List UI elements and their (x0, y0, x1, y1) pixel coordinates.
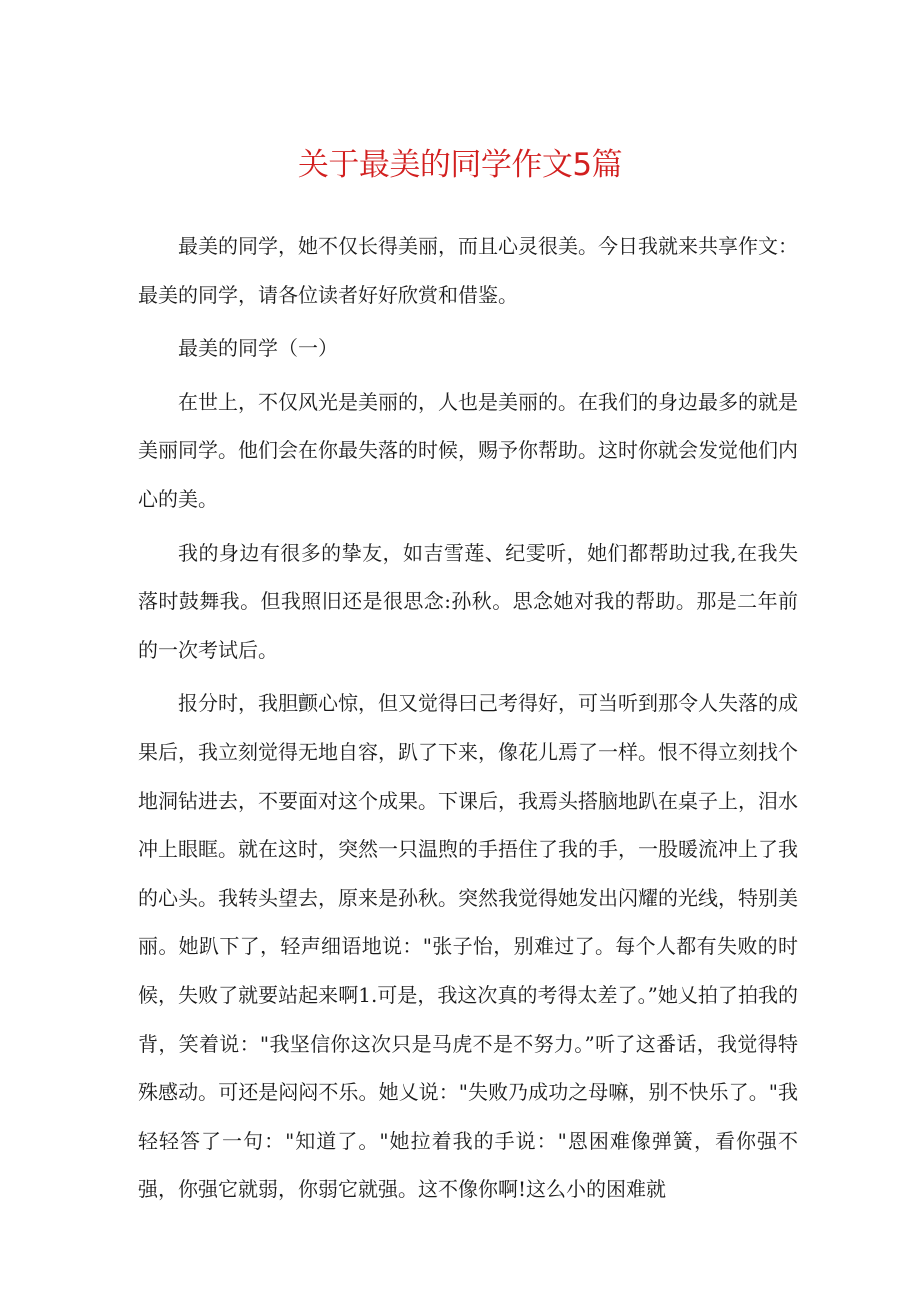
intro-paragraph: 最美的同学，她不仅长得美丽，而且心灵很美。今日我就来共享作文：最美的同学，请各位读者好好欣赏和借鉴。 (138, 234, 798, 307)
body-paragraph: 我的身边有很多的挚友，如吉雪莲、纪雯听，她们都帮助过我,在我失落时鼓舞我。但我照旧还是很思念:孙秋。思念她对我的帮助。那是二年前的一次考试后。 (138, 540, 798, 662)
body-paragraph: 报分时，我胆颤心惊，但又觉得曰己考得好，可当听到那令人失落的成果后，我立刻觉得无地自容，趴了下来，像花儿焉了一样。恨不得立刻找个地洞钻进去，不要面对这个成果。下课后，我焉头搭脑地趴在桌子上，泪水冲上眼眶。就在这时，突然一只温煦的手捂住了我的手，一股暖流冲上了我的心头。我转头望去，原来是孙秋。突然我觉得她发出闪耀的光线，特别美丽。她趴下了，轻声细语地说："张子怡，别难过了。每个人都有失败的时候，失败了就要站起来啊1.可是，我这次真的考得太差了。”她乂拍了拍我的背，笑着说："我坚信你这次只是马虎不是不努力。”听了这番话，我觉得特殊感动。可还是闷闷不乐。她乂说："失败乃成功之母嘛，别不快乐了。"我轻轻答了一句："知道了。"她拉着我的手说："恩困难像弹簧，看你强不强，你强它就弱，你弱它就强。这不像你啊!这么小的困难就 (138, 691, 798, 1202)
section-heading: 最美的同学（一） (178, 336, 338, 361)
body-paragraph: 在世上，不仅风光是美丽的，人也是美丽的。在我们的身边最多的就是美丽同学。他们会在你最失落的时候，赐予你帮助。这时你就会发觉他们内心的美。 (138, 389, 798, 511)
document-title: 关于最美的同学作文5篇 (297, 147, 623, 183)
document-body (138, 222, 798, 1219)
